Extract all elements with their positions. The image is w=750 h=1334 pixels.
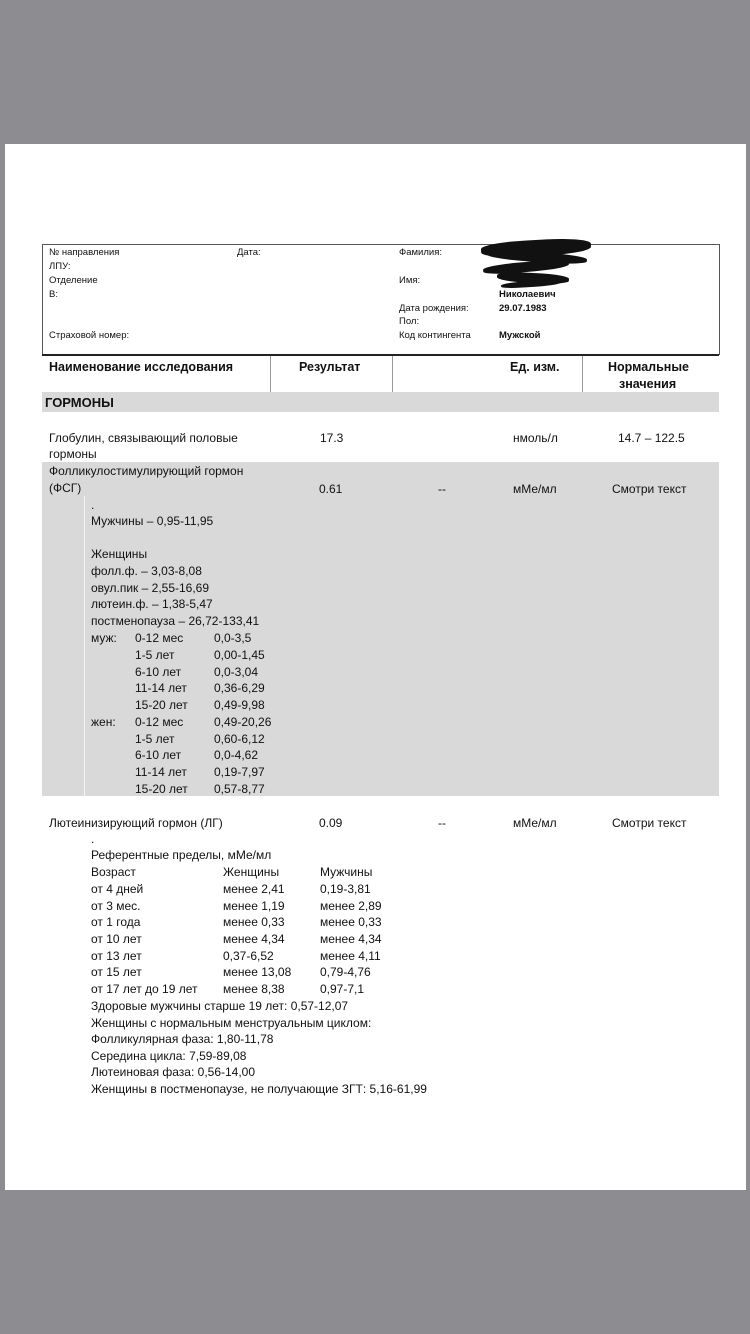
fsh-female-label: жен:	[91, 715, 116, 729]
fsh-name-2: (ФСГ)	[49, 481, 82, 495]
document-page	[5, 144, 746, 1190]
lh-ref-women: менее 0,33	[223, 915, 285, 929]
col-units-header: Ед. изм.	[510, 360, 560, 374]
table-header	[42, 354, 719, 394]
lh-ref-women: менее 4,34	[223, 932, 285, 946]
dob-label: Дата рождения:	[399, 303, 469, 314]
lh-women-normal: Женщины с нормальным менструальным циклом:	[91, 1016, 372, 1030]
referral-number-label: № направления	[49, 247, 120, 258]
section-title: ГОРМОНЫ	[45, 395, 114, 410]
lh-luteal-phase: Лютеиновая фаза: 0,56-14,00	[91, 1065, 256, 1079]
fsh-note-women: Женщины	[91, 547, 148, 561]
fsh-female-range: 0,49-20,26	[214, 715, 272, 729]
dob-value: 29.07.1983	[499, 303, 547, 314]
surname-label: Фамилия:	[399, 247, 442, 258]
shbg-result: 17.3	[320, 431, 344, 445]
contingent-value: Мужской	[499, 330, 541, 341]
col-norm-header-1: Нормальные	[608, 360, 689, 374]
col-name-header: Наименование исследования	[49, 360, 234, 374]
lh-ref-women: менее 13,08	[223, 965, 292, 979]
lh-mid-cycle: Середина цикла: 7,59-89,08	[91, 1049, 247, 1063]
lh-name: Лютеинизирующий гормон (ЛГ)	[49, 816, 223, 830]
lh-col-men: Мужчины	[320, 865, 373, 879]
fsh-note-men: Мужчины – 0,95-11,95	[91, 514, 214, 528]
fsh-male-range: 0,36-6,29	[214, 681, 265, 695]
lh-ref-age: от 13 лет	[91, 949, 142, 963]
lh-col-women: Женщины	[223, 865, 280, 879]
lh-ref-women: менее 2,41	[223, 882, 285, 896]
lh-note-dot: .	[91, 832, 95, 846]
fsh-male-age: 11-14 лет	[135, 681, 187, 695]
lh-postmeno: Женщины в постменопаузе, не получающие ЗГТ: 5,16-61,99	[91, 1082, 427, 1096]
fsh-note-postmeno: постменопауза – 26,72-133,41	[91, 614, 260, 628]
lh-ref-women: менее 1,19	[223, 899, 285, 913]
fsh-note-dot: .	[91, 498, 95, 512]
lh-ref-age: от 15 лет	[91, 965, 142, 979]
fsh-result: 0.61	[319, 482, 343, 496]
fsh-norm: Смотри текст	[612, 482, 687, 496]
lh-result: 0.09	[319, 816, 343, 830]
fsh-female-age: 15-20 лет	[135, 782, 188, 796]
lh-healthy-men: Здоровые мужчины старше 19 лет: 0,57-12,07	[91, 999, 349, 1013]
lh-ref-title: Референтные пределы, мМе/мл	[91, 848, 272, 862]
fsh-note-divider	[84, 496, 85, 796]
lh-ref-age: от 1 года	[91, 915, 141, 929]
fsh-female-range: 0,60-6,12	[214, 732, 265, 746]
fsh-note-ovul: овул.пик – 2,55-16,69	[91, 581, 210, 595]
lh-ref-women: менее 8,38	[223, 982, 285, 996]
lh-ref-men: менее 0,33	[320, 915, 382, 929]
lh-ref-age: от 4 дней	[91, 882, 144, 896]
insurance-number-label: Страховой номер:	[49, 330, 130, 341]
sex-label: Пол:	[399, 316, 420, 327]
fsh-male-age: 0-12 мес	[135, 631, 184, 645]
fsh-male-range: 0,0-3,5	[214, 631, 252, 645]
lh-norm: Смотри текст	[612, 816, 687, 830]
fsh-female-range: 0,19-7,97	[214, 765, 265, 779]
lh-ref-men: 0,19-3,81	[320, 882, 371, 896]
lh-dash: --	[438, 816, 446, 830]
fsh-male-range: 0,49-9,98	[214, 698, 265, 712]
lh-ref-age: от 17 лет до 19 лет	[91, 982, 198, 996]
v-label: В:	[49, 289, 58, 300]
lh-ref-women: 0,37-6,52	[223, 949, 274, 963]
fsh-note-lutein: лютеин.ф. – 1,38-5,47	[91, 597, 213, 611]
contingent-label: Код контингента	[399, 330, 471, 341]
section-band	[42, 392, 719, 412]
fsh-male-range: 0,00-1,45	[214, 648, 265, 662]
lh-ref-age: от 10 лет	[91, 932, 142, 946]
fsh-note-foll: фолл.ф. – 3,03-8,08	[91, 564, 202, 578]
col-norm-header-2: значения	[619, 377, 677, 391]
fsh-female-age: 11-14 лет	[135, 765, 187, 779]
department-label: Отделение	[49, 275, 98, 286]
shbg-name-2: гормоны	[49, 447, 97, 461]
lh-foll-phase: Фолликулярная фаза: 1,80-11,78	[91, 1032, 274, 1046]
fsh-female-age: 0-12 мес	[135, 715, 184, 729]
fsh-male-range: 0,0-3,04	[214, 665, 259, 679]
patient-header	[42, 244, 720, 355]
lpu-label: ЛПУ:	[49, 261, 71, 272]
lh-units: мМе/мл	[513, 816, 557, 830]
fsh-units: мМе/мл	[513, 482, 557, 496]
fsh-female-age: 6-10 лет	[135, 748, 182, 762]
shbg-name-1: Глобулин, связывающий половые	[49, 431, 238, 445]
lh-ref-men: менее 4,11	[320, 949, 381, 963]
fsh-dash: --	[438, 482, 446, 496]
lh-col-age: Возраст	[91, 865, 136, 879]
fsh-male-label: муж:	[91, 631, 117, 645]
fsh-male-age: 6-10 лет	[135, 665, 182, 679]
lh-ref-men: 0,97-7,1	[320, 982, 365, 996]
fsh-female-age: 1-5 лет	[135, 732, 175, 746]
fsh-female-range: 0,57-8,77	[214, 782, 265, 796]
fsh-female-range: 0,0-4,62	[214, 748, 259, 762]
col-result-header: Результат	[299, 360, 361, 374]
lh-ref-age: от 3 мес.	[91, 899, 141, 913]
name-label: Имя:	[399, 275, 421, 286]
shbg-norm: 14.7 – 122.5	[618, 431, 685, 445]
shbg-units: нмоль/л	[513, 431, 558, 445]
fsh-name-1: Фолликулостимулирующий гормон	[49, 464, 244, 478]
lh-ref-men: менее 2,89	[320, 899, 382, 913]
lh-ref-men: менее 4,34	[320, 932, 382, 946]
fsh-male-age: 15-20 лет	[135, 698, 188, 712]
date-label: Дата:	[237, 247, 261, 258]
fsh-male-age: 1-5 лет	[135, 648, 175, 662]
lh-ref-men: 0,79-4,76	[320, 965, 371, 979]
patronymic-value: Николаевич	[499, 289, 556, 300]
